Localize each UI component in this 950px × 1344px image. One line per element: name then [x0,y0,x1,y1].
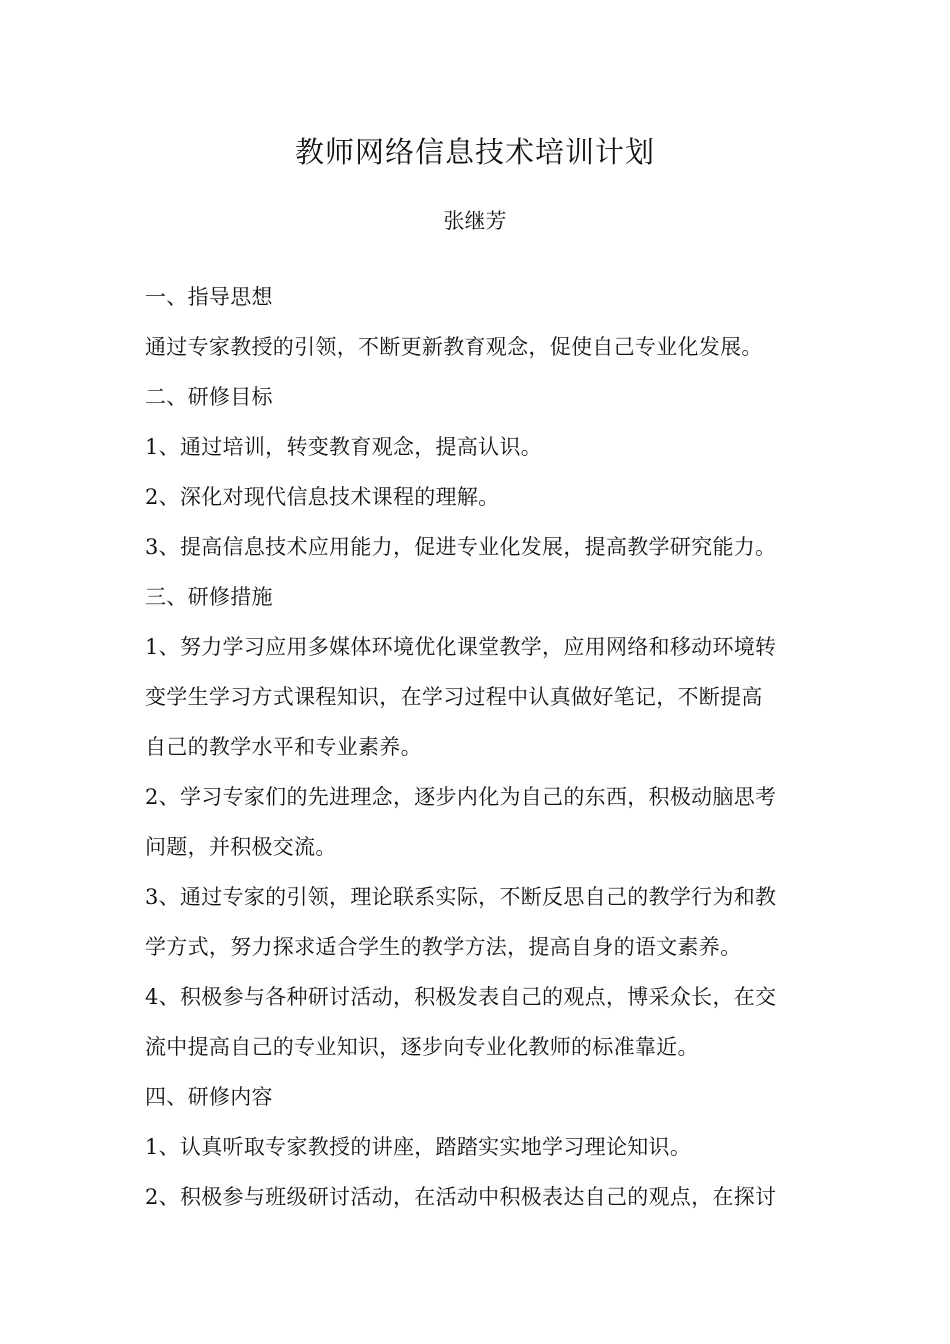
list-item: 2、积极参与班级研讨活动，在活动中积极表达自己的观点，在探讨 [145,1185,777,1209]
paragraph-line: 变学生学习方式课程知识，在学习过程中认真做好笔记，不断提高 [145,685,763,709]
paragraph-line: 自己的教学水平和专业素养。 [145,735,422,759]
section-heading: 四、研修内容 [145,1085,273,1109]
document-title: 教师网络信息技术培训计划 [294,135,655,169]
section-heading: 二、研修目标 [145,385,273,409]
list-item: 1、认真听取专家教授的讲座，踏踏实实地学习理论知识。 [145,1135,692,1159]
paragraph-line: 流中提高自己的专业知识，逐步向专业化教师的标准靠近。 [145,1035,699,1059]
paragraph-line: 问题，并积极交流。 [145,835,337,859]
document-author: 张继芳 [443,209,507,233]
list-item: 1、通过培训，转变教育观念，提高认识。 [145,435,543,459]
list-item: 3、提高信息技术应用能力，促进专业化发展，提高教学研究能力。 [145,535,777,559]
paragraph-line: 学方式，努力探求适合学生的教学方法，提高自身的语文素养。 [145,935,742,959]
section-heading: 一、指导思想 [145,285,273,309]
list-item: 2、深化对现代信息技术课程的理解。 [145,485,500,509]
list-item: 1、努力学习应用多媒体环境优化课堂教学，应用网络和移动环境转 [145,635,777,659]
list-item: 3、通过专家的引领，理论联系实际，不断反思自己的教学行为和教 [145,885,777,909]
document-body [145,278,810,1228]
paragraph-line: 通过专家教授的引领，不断更新教育观念，促使自己专业化发展。 [145,335,763,359]
list-item: 4、积极参与各种研讨活动，积极发表自己的观点，博采众长，在交 [145,985,777,1009]
list-item: 2、学习专家们的先进理念，逐步内化为自己的东西，积极动脑思考 [145,785,777,809]
section-heading: 三、研修措施 [145,585,273,609]
